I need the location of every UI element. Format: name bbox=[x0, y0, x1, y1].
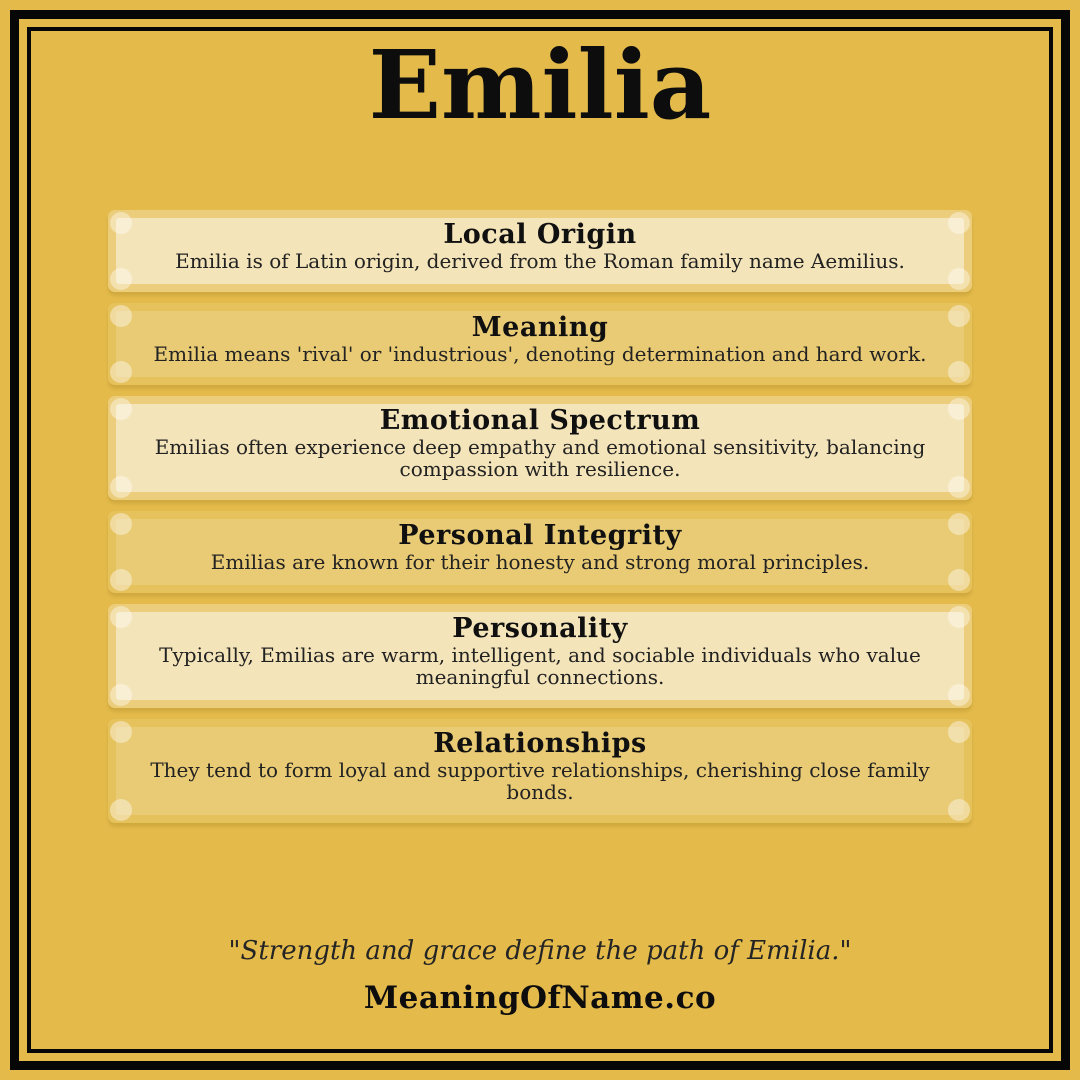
corner-rivet-icon bbox=[948, 361, 970, 383]
corner-rivet-icon bbox=[948, 684, 970, 706]
section-content bbox=[116, 311, 964, 377]
section-body: They tend to form loyal and supportive relationships, cherishing close family bonds. bbox=[150, 758, 930, 804]
section-heading: Local Origin bbox=[443, 219, 637, 250]
tagline-quote: "Strength and grace define the path of Emilia." bbox=[228, 936, 852, 966]
section-body: Emilias often experience deep empathy and emotional sensitivity, balancing compassion with resilience. bbox=[154, 435, 926, 481]
section-body: Emilias are known for their honesty and strong moral principles. bbox=[210, 550, 870, 574]
corner-rivet-icon bbox=[110, 268, 132, 290]
section-meaning bbox=[108, 303, 972, 385]
corner-rivet-icon bbox=[948, 476, 970, 498]
section-personal-integrity bbox=[108, 511, 972, 593]
section-content bbox=[116, 727, 964, 815]
corner-rivet-icon bbox=[110, 606, 132, 628]
section-personality bbox=[108, 604, 972, 708]
section-content bbox=[116, 218, 964, 284]
section-emotional-spectrum bbox=[108, 396, 972, 500]
corner-rivet-icon bbox=[948, 799, 970, 821]
corner-rivet-icon bbox=[948, 305, 970, 327]
section-heading: Personal Integrity bbox=[398, 520, 682, 551]
corner-rivet-icon bbox=[948, 606, 970, 628]
corner-rivet-icon bbox=[110, 721, 132, 743]
corner-rivet-icon bbox=[948, 268, 970, 290]
section-heading: Personality bbox=[452, 613, 628, 644]
corner-rivet-icon bbox=[948, 212, 970, 234]
corner-rivet-icon bbox=[110, 513, 132, 535]
section-content bbox=[116, 519, 964, 585]
corner-rivet-icon bbox=[110, 361, 132, 383]
page-title: Emilia bbox=[368, 30, 712, 141]
corner-rivet-icon bbox=[110, 684, 132, 706]
section-body: Emilia is of Latin origin, derived from the Roman family name Aemilius. bbox=[175, 249, 905, 273]
corner-rivet-icon bbox=[110, 212, 132, 234]
corner-rivet-icon bbox=[110, 476, 132, 498]
corner-rivet-icon bbox=[948, 513, 970, 535]
brand-name: MeaningOfName.co bbox=[363, 980, 717, 1016]
corner-rivet-icon bbox=[110, 305, 132, 327]
corner-rivet-icon bbox=[948, 721, 970, 743]
corner-rivet-icon bbox=[948, 398, 970, 420]
corner-rivet-icon bbox=[110, 569, 132, 591]
section-content bbox=[116, 404, 964, 492]
sections-list bbox=[108, 210, 972, 823]
section-relationships bbox=[108, 719, 972, 823]
section-local-origin bbox=[108, 210, 972, 292]
section-heading: Emotional Spectrum bbox=[379, 405, 701, 436]
section-body: Emilia means 'rival' or 'industrious', denoting determination and hard work. bbox=[153, 342, 927, 366]
section-content bbox=[116, 612, 964, 700]
section-body: Typically, Emilias are warm, intelligent, and sociable individuals who value meaningful connections. bbox=[159, 643, 921, 689]
section-heading: Relationships bbox=[433, 728, 647, 759]
corner-rivet-icon bbox=[110, 398, 132, 420]
corner-rivet-icon bbox=[948, 569, 970, 591]
section-heading: Meaning bbox=[471, 312, 609, 343]
corner-rivet-icon bbox=[110, 799, 132, 821]
